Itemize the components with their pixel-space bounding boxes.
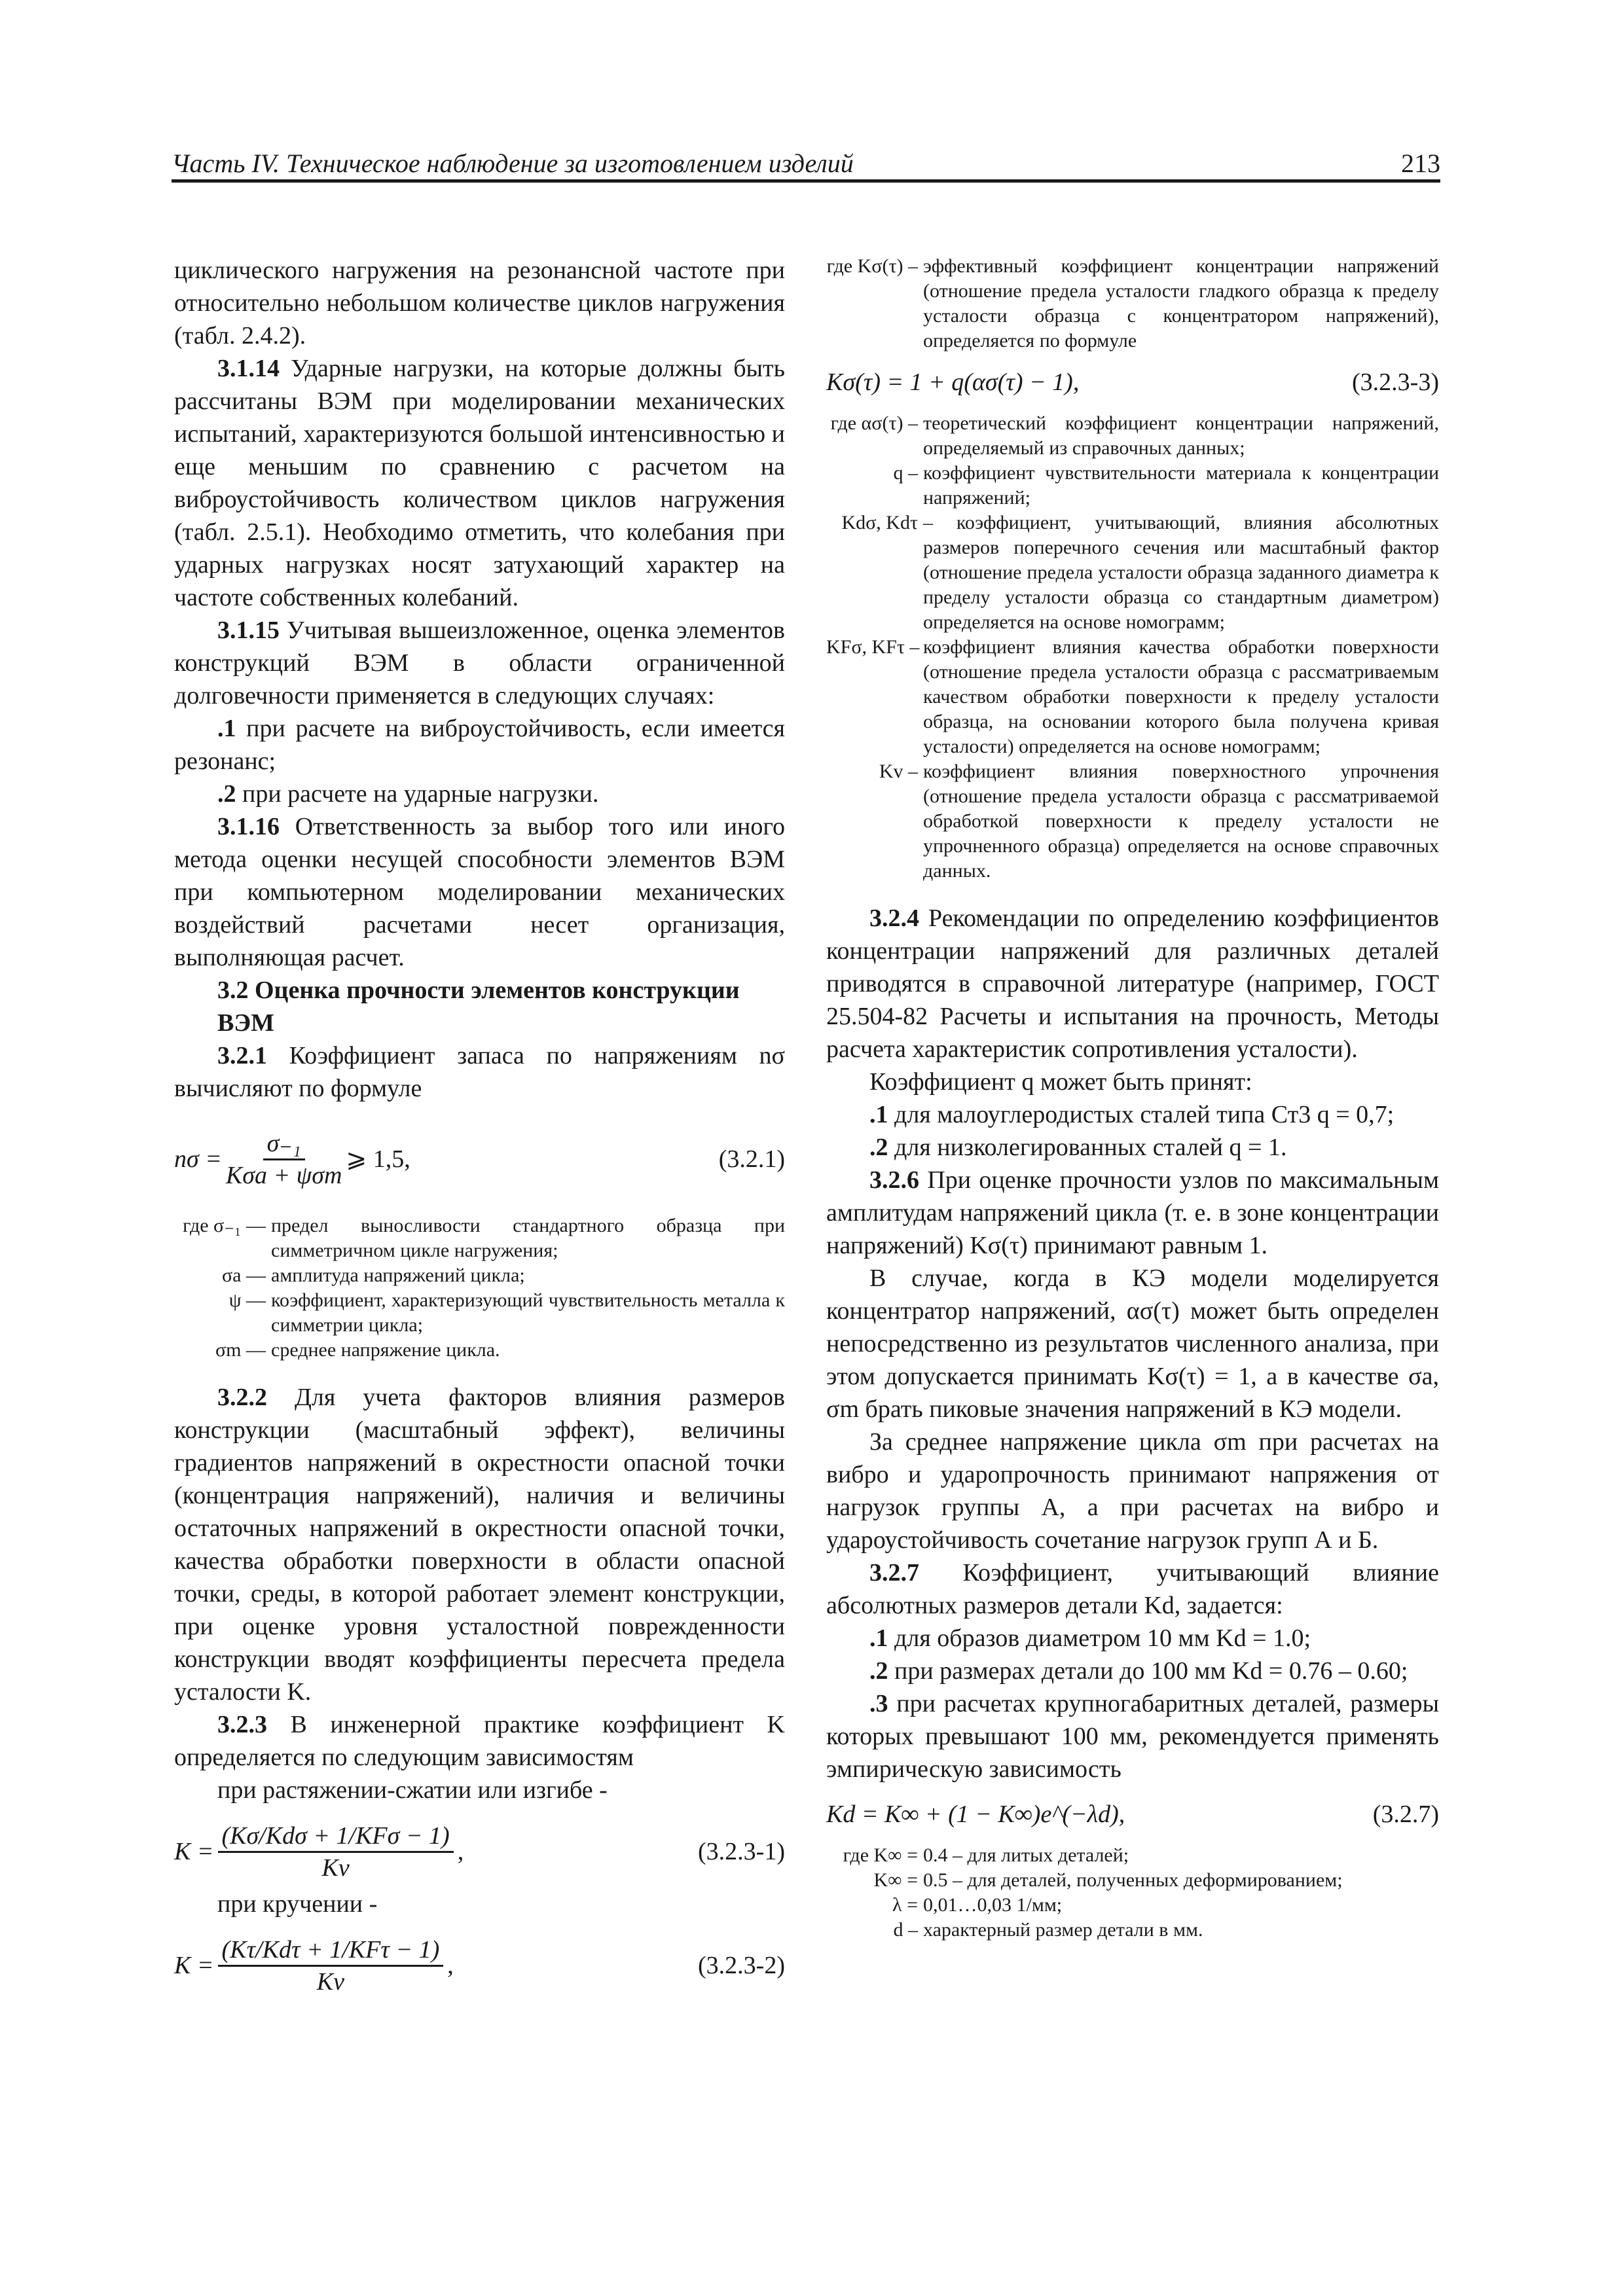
- definition: Kdσ, Kdτ – коэффициент, учитывающий, влияния абсолютных размеров поперечного сечения или масштабный фактор (отношение предела усталости образца заданного диаметра к пределу усталости образца со стандартным диаметром) определяется на основе номограмм;: [841, 512, 1439, 633]
- formula-3-2-3-1: K = $\frac{\text{(Kσ/Kdσ + 1/KFσ − 1)}}{Kv}$ , (3.2.3-1): [174, 1821, 785, 1882]
- clause-3-2-3: 3.2.3 В инженерной практике коэффициент K определяется по следующим зависимостям: [174, 1711, 785, 1771]
- clause-3-2-2: 3.2.2 Для учета факторов влияния размеров конструкции (масштабный эффект), величины градиентов напряжений в окрестности опасной точки (концентрация напряжений), наличия и величины остаточных напряжений в окрестности опасной точки, качества обработки поверхности в области опасной точки, среды, в которой работает элемент конструкции, при оценке уровня усталостной поврежденности конструкции вводят коэффициенты пересчета предела усталости K.: [174, 1384, 785, 1706]
- definition: ψ — коэффициент, характеризующий чувствительность металла к симметрии цикла;: [228, 1289, 785, 1336]
- formula-label: (3.2.3-2): [698, 1952, 785, 1979]
- running-title: Часть IV. Техническое наблюдение за изготовлением изделий: [172, 149, 854, 178]
- section-heading: 3.2 Оценка прочности элементов конструкции ВЭМ: [217, 977, 740, 1037]
- definitions: [826, 411, 1439, 884]
- paragraph: при растяжении-сжатии или изгибе -: [217, 1776, 608, 1804]
- fraction: $\frac{\text{σ₋₁}}{\text{Kσa + ψσm}}$: [225, 1129, 342, 1189]
- clause-3-2-6: 3.2.6 При оценке прочности узлов по максимальным амплитудам напряжений цикла (т. е. в зоне концентрации напряжений) Kσ(τ) принимают равным 1.: [826, 1166, 1439, 1259]
- definition: Kv – коэффициент влияния поверхностного упрочнения (отношение предела усталости образца с рассматриваемой обработкой поверхности к пределу усталости не упрочненного образца) определяется на основе справочных данных.: [879, 761, 1439, 882]
- definition: λ = 0,01…0,03 1/мм;: [892, 1894, 1063, 1916]
- header-rule: [172, 179, 1440, 183]
- list-item: .2 для низколегированных сталей q = 1.: [869, 1134, 1287, 1161]
- formula-label: (3.2.1): [718, 1145, 785, 1173]
- definition: K∞ = 0.5 – для деталей, полученных деформированием;: [873, 1869, 1343, 1891]
- list-item: .2 при размерах детали до 100 мм Kd = 0.76 – 0.60;: [869, 1657, 1408, 1685]
- right-column: [826, 254, 1439, 1943]
- clause-3-1-15: 3.1.15 Учитывая вышеизложенное, оценка элементов конструкций ВЭМ в области ограниченной долговечности применяется в следующих случаях:: [174, 617, 786, 709]
- formula-3-2-1: nσ = $\frac{\text{σ₋₁}}{\text{Kσa + ψσm}}$ ⩾ 1,5, (3.2.1): [174, 1129, 785, 1189]
- clause-3-1-14: 3.1.14 Ударные нагрузки, на которые должны быть рассчитаны ВЭМ при моделировании механических испытаний, характеризуются большой интенсивностью и еще меньшим по сравнению с расчетом на виброустойчивость количеством циклов нагружения (табл. 2.5.1). Необходимо отметить, что колебания при ударных нагрузках носят затухающий характер на частоте собственных колебаний.: [174, 355, 785, 611]
- clause-3-2-7: 3.2.7 Коэффициент, учитывающий влияние абсолютных размеров детали Kd, задается:: [826, 1559, 1439, 1619]
- definition: KFσ, KFτ – коэффициент влияния качества обработки поверхности (отношение предела усталости образца с рассматриваемым качеством обработки поверхности к пределу усталости образца, на основании которого была получена кривая усталости) определяется на основе номограмм;: [826, 636, 1439, 757]
- definition: где σ₋₁ — предел выносливости стандартного образца при симметричном цикле нагружения;: [183, 1215, 785, 1261]
- formula-label: (3.2.3-3): [1352, 368, 1439, 396]
- formula-3-2-3-3: Kσ(τ) = 1 + q(ασ(τ) − 1), (3.2.3-3): [826, 363, 1439, 402]
- definition: где ασ(τ) – теоретический коэффициент концентрации напряжений, определяемый из справочных данных;: [830, 412, 1439, 459]
- fraction: $\frac{\text{(Kτ/Kdτ + 1/KFτ − 1)}}{Kv}$: [218, 1935, 444, 1997]
- fraction: $\frac{\text{(Kσ/Kdσ + 1/KFσ − 1)}}{Kv}$: [218, 1821, 454, 1883]
- left-column: [174, 254, 785, 2001]
- clause-3-1-16: 3.1.16 Ответственность за выбор того или иного метода оценки несущей способности элементов ВЭМ при компьютерном моделировании механических воздействий расчетами несет организация, выполняющая расчет.: [174, 813, 786, 971]
- definition: q – коэффициент чувствительности материала к концентрации напряжений;: [893, 462, 1439, 509]
- clause-3-2-4: 3.2.4 Рекомендации по определению коэффициентов концентрации напряжений для различных деталей приводятся в справочной литературе (например, ГОСТ 25.504-82 Расчеты и испытания на прочность, Методы расчета характеристик сопротивления усталости).: [826, 905, 1439, 1063]
- list-item: .2 при расчете на ударные нагрузки.: [217, 780, 599, 808]
- list-item: .1 при расчете на виброустойчивость, если имеется резонанс;: [174, 715, 785, 775]
- page-header: [172, 148, 1440, 177]
- definition: где Kσ(τ) – эффективный коэффициент концентрации напряжений (отношение предела усталости гладкого образца к пределу усталости образца с концентратором напряжений), определяется по формуле: [826, 255, 1439, 351]
- definition: σm — среднее напряжение цикла.: [215, 1339, 500, 1361]
- paragraph: Коэффициент q может быть принят:: [869, 1068, 1252, 1096]
- page-number: 213: [1401, 149, 1440, 178]
- list-item: .3 при расчетах крупногабаритных деталей, размеры которых превышают 100 мм, рекомендуется применять эмпирическую зависимость: [826, 1690, 1440, 1783]
- definition: где K∞ = 0.4 – для литых деталей;: [843, 1844, 1129, 1866]
- list-item: .1 для образов диаметром 10 мм Kd = 1.0;: [869, 1624, 1311, 1652]
- list-item: .1 для малоуглеродистых сталей типа Ст3 q = 0,7;: [869, 1101, 1395, 1128]
- formula-label: (3.2.3-1): [698, 1838, 785, 1865]
- paragraph: В случае, когда в КЭ модели моделируется концентратор напряжений, ασ(τ) может быть определен непосредственно из результатов численного анализа, при этом допускается принимать Kσ(τ) = 1, а в качестве σa, σm брать пиковые значения напряжений в КЭ модели.: [826, 1265, 1439, 1423]
- formula-label: (3.2.7): [1372, 1801, 1439, 1828]
- paragraph: при кручении -: [217, 1890, 378, 1918]
- definitions: [826, 254, 1439, 353]
- formula-3-2-3-2: K = $\frac{\text{(Kτ/Kdτ + 1/KFτ − 1)}}{Kv}$ , (3.2.3-2): [174, 1935, 785, 1996]
- formula-3-2-7: Kd = K∞ + (1 − K∞)e^(−λd), (3.2.7): [826, 1795, 1439, 1834]
- definition: d – характерный размер детали в мм.: [893, 1919, 1203, 1941]
- definitions: [826, 1843, 1439, 1943]
- clause-3-2-1: 3.2.1 Коэффициент запаса по напряжениям nσ вычисляют по формуле: [174, 1042, 786, 1102]
- paragraph: циклического нагружения на резонансной частоте при относительно небольшом количестве циклов нагружения (табл. 2.4.2).: [174, 257, 785, 350]
- definition: σa — амплитуда напряжений цикла;: [222, 1265, 525, 1286]
- paragraph: За среднее напряжение цикла σm при расчетах на вибро и ударопрочность принимают напряжения от нагрузок группы А, а при расчетах на вибро и удароустойчивость сочетание нагрузок групп А и Б.: [826, 1428, 1439, 1554]
- definitions: [174, 1213, 785, 1363]
